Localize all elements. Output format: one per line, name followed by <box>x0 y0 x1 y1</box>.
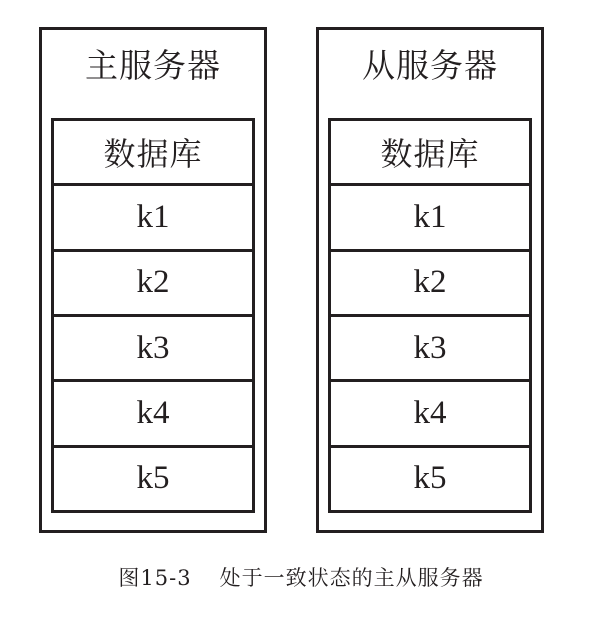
master-key-k2: k2 <box>54 252 252 317</box>
slave-key-k2: k2 <box>331 252 529 317</box>
master-server <box>39 27 267 533</box>
master-key-k5: k5 <box>136 460 170 497</box>
figure-number: 图15-3 <box>118 566 192 590</box>
master-key-k4: k4 <box>54 382 252 447</box>
slave-database <box>328 118 532 513</box>
slave-key-k3: k3 <box>331 317 529 382</box>
slave-key-k4: k4 <box>331 382 529 447</box>
slave-database-label: 数据库 <box>331 121 529 186</box>
master-database <box>51 118 255 513</box>
slave-server <box>316 27 544 533</box>
master-database-label: 数据库 <box>54 121 252 186</box>
master-key-k3: k3 <box>54 317 252 382</box>
figure-caption-text: 处于一致状态的主从服务器 <box>219 566 484 590</box>
slave-server-title: 从服务器 <box>362 46 498 85</box>
master-server-title: 主服务器 <box>85 46 221 85</box>
master-key-k1: k1 <box>54 186 252 251</box>
figure-caption <box>0 562 602 592</box>
slave-key-k5: k5 <box>413 460 447 497</box>
slave-key-k1: k1 <box>331 186 529 251</box>
